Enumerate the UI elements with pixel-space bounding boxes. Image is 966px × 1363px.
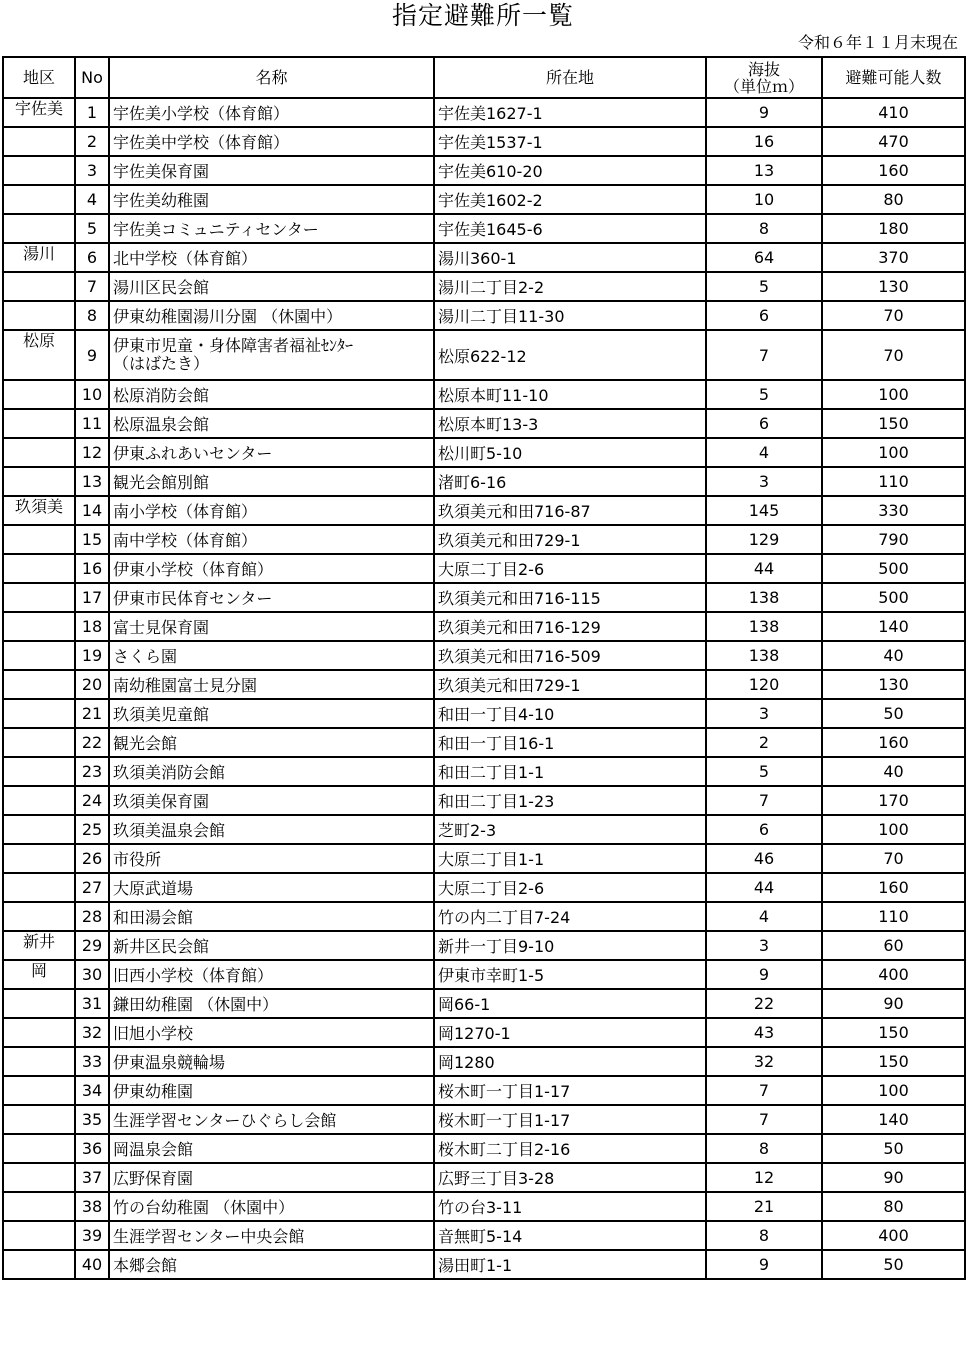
cell-area (3, 844, 75, 873)
cell-name: 松原温泉会館 (109, 409, 434, 438)
header-area: 地区 (3, 57, 75, 98)
cell-elevation: 4 (706, 902, 822, 931)
cell-name: 宇佐美幼稚園 (109, 185, 434, 214)
cell-address: 桜木町一丁目1-17 (434, 1105, 706, 1134)
header-elevation-line2: （単位ｍ） (723, 76, 804, 96)
table-row (3, 156, 965, 185)
cell-capacity: 70 (822, 301, 965, 330)
table-row (3, 873, 965, 902)
table-row (3, 380, 965, 409)
cell-address: 宇佐美610-20 (434, 156, 706, 185)
cell-elevation: 138 (706, 641, 822, 670)
cell-address: 和田二丁目1-23 (434, 786, 706, 815)
cell-address: 新井一丁目9-10 (434, 931, 706, 960)
cell-capacity: 80 (822, 1192, 965, 1221)
cell-elevation: 44 (706, 554, 822, 583)
cell-elevation: 13 (706, 156, 822, 185)
cell-elevation: 32 (706, 1047, 822, 1076)
cell-elevation: 22 (706, 989, 822, 1018)
cell-address: 桜木町一丁目1-17 (434, 1076, 706, 1105)
cell-elevation: 3 (706, 699, 822, 728)
cell-name: 和田湯会館 (109, 902, 434, 931)
cell-area (3, 525, 75, 554)
cell-area (3, 1018, 75, 1047)
cell-capacity: 80 (822, 185, 965, 214)
cell-name: 竹の台幼稚園 （休園中） (109, 1192, 434, 1221)
cell-address: 宇佐美1645-6 (434, 214, 706, 243)
table-row (3, 496, 965, 525)
cell-capacity: 130 (822, 670, 965, 699)
cell-no: 29 (75, 931, 109, 960)
cell-area (3, 641, 75, 670)
cell-no: 17 (75, 583, 109, 612)
cell-address: 松川町5-10 (434, 438, 706, 467)
cell-address: 竹の内二丁目7-24 (434, 902, 706, 931)
cell-area (3, 554, 75, 583)
cell-capacity: 400 (822, 1221, 965, 1250)
cell-area (3, 1105, 75, 1134)
cell-address: 松原622-12 (434, 330, 706, 380)
cell-address: 玖須美元和田729-1 (434, 525, 706, 554)
cell-address: 玖須美元和田716-129 (434, 612, 706, 641)
cell-address: 松原本町11-10 (434, 380, 706, 409)
cell-capacity: 100 (822, 815, 965, 844)
cell-elevation: 6 (706, 815, 822, 844)
cell-name: 南中学校（体育館） (109, 525, 434, 554)
cell-capacity: 500 (822, 554, 965, 583)
cell-no: 39 (75, 1221, 109, 1250)
cell-name: 新井区民会館 (109, 931, 434, 960)
cell-elevation: 120 (706, 670, 822, 699)
cell-elevation: 6 (706, 301, 822, 330)
cell-no: 31 (75, 989, 109, 1018)
cell-no: 22 (75, 728, 109, 757)
cell-name: 生涯学習センターひぐらし会館 (109, 1105, 434, 1134)
cell-area (3, 1134, 75, 1163)
cell-area (3, 214, 75, 243)
cell-no: 18 (75, 612, 109, 641)
cell-name: 伊東温泉競輪場 (109, 1047, 434, 1076)
table-row (3, 670, 965, 699)
cell-elevation: 145 (706, 496, 822, 525)
cell-area (3, 670, 75, 699)
cell-no: 2 (75, 127, 109, 156)
table-row (3, 301, 965, 330)
cell-elevation: 138 (706, 583, 822, 612)
cell-elevation: 7 (706, 786, 822, 815)
cell-elevation: 5 (706, 380, 822, 409)
table-header-row (3, 57, 965, 98)
header-elevation-line1: 海抜 (747, 59, 780, 79)
table-row (3, 1076, 965, 1105)
cell-capacity: 400 (822, 960, 965, 989)
cell-address: 玖須美元和田716-87 (434, 496, 706, 525)
table-row (3, 786, 965, 815)
cell-elevation: 64 (706, 243, 822, 272)
cell-no: 3 (75, 156, 109, 185)
cell-address: 大原二丁目2-6 (434, 873, 706, 902)
cell-address: 芝町2-3 (434, 815, 706, 844)
cell-name (109, 330, 434, 380)
cell-area (3, 1250, 75, 1279)
cell-address: 湯川360-1 (434, 243, 706, 272)
cell-no: 30 (75, 960, 109, 989)
cell-name: 玖須美温泉会館 (109, 815, 434, 844)
cell-address: 玖須美元和田716-509 (434, 641, 706, 670)
cell-elevation: 7 (706, 330, 822, 380)
cell-area: 宇佐美 (3, 98, 75, 127)
cell-elevation: 21 (706, 1192, 822, 1221)
cell-area: 新井 (3, 931, 75, 960)
cell-address: 宇佐美1627-1 (434, 98, 706, 127)
cell-area (3, 612, 75, 641)
cell-name: 湯川区民会館 (109, 272, 434, 301)
cell-no: 6 (75, 243, 109, 272)
cell-name: 玖須美児童館 (109, 699, 434, 728)
cell-capacity: 100 (822, 1076, 965, 1105)
cell-area (3, 467, 75, 496)
table-row (3, 931, 965, 960)
table-row (3, 1163, 965, 1192)
cell-area (3, 902, 75, 931)
table-row (3, 583, 965, 612)
cell-no: 38 (75, 1192, 109, 1221)
cell-capacity: 70 (822, 330, 965, 380)
cell-area (3, 1076, 75, 1105)
table-row (3, 330, 965, 380)
table-row (3, 525, 965, 554)
table-row (3, 409, 965, 438)
table-row (3, 1250, 965, 1279)
cell-elevation: 10 (706, 185, 822, 214)
cell-capacity: 100 (822, 438, 965, 467)
header-address: 所在地 (434, 57, 706, 98)
table-body (3, 98, 965, 1279)
cell-capacity: 110 (822, 902, 965, 931)
cell-capacity: 170 (822, 786, 965, 815)
cell-address: 岡1280 (434, 1047, 706, 1076)
cell-name: 宇佐美中学校（体育館） (109, 127, 434, 156)
cell-elevation: 9 (706, 98, 822, 127)
cell-address: 和田一丁目4-10 (434, 699, 706, 728)
cell-elevation: 6 (706, 409, 822, 438)
cell-area (3, 438, 75, 467)
cell-no: 23 (75, 757, 109, 786)
cell-elevation: 3 (706, 467, 822, 496)
cell-address: 桜木町二丁目2-16 (434, 1134, 706, 1163)
table-row (3, 1018, 965, 1047)
cell-capacity: 150 (822, 1018, 965, 1047)
cell-name: 宇佐美コミュニティセンター (109, 214, 434, 243)
table-row (3, 185, 965, 214)
cell-no: 37 (75, 1163, 109, 1192)
table-row (3, 960, 965, 989)
cell-area (3, 728, 75, 757)
cell-area (3, 873, 75, 902)
cell-no: 1 (75, 98, 109, 127)
cell-elevation: 5 (706, 272, 822, 301)
cell-elevation: 7 (706, 1105, 822, 1134)
cell-elevation: 43 (706, 1018, 822, 1047)
cell-area (3, 127, 75, 156)
cell-elevation: 8 (706, 1221, 822, 1250)
cell-area (3, 757, 75, 786)
cell-capacity: 110 (822, 467, 965, 496)
cell-name: 岡温泉会館 (109, 1134, 434, 1163)
table-row (3, 1105, 965, 1134)
cell-capacity: 330 (822, 496, 965, 525)
table-row (3, 1192, 965, 1221)
cell-capacity: 790 (822, 525, 965, 554)
cell-area (3, 185, 75, 214)
cell-address: 湯田町1-1 (434, 1250, 706, 1279)
cell-name: 観光会館別館 (109, 467, 434, 496)
cell-address: 宇佐美1537-1 (434, 127, 706, 156)
cell-no: 9 (75, 330, 109, 380)
cell-name: 玖須美消防会館 (109, 757, 434, 786)
table-row (3, 272, 965, 301)
cell-name: さくら園 (109, 641, 434, 670)
cell-capacity: 130 (822, 272, 965, 301)
cell-name: 鎌田幼稚園 （休園中） (109, 989, 434, 1018)
cell-elevation: 129 (706, 525, 822, 554)
cell-address: 大原二丁目2-6 (434, 554, 706, 583)
cell-no: 7 (75, 272, 109, 301)
cell-elevation: 12 (706, 1163, 822, 1192)
cell-name: 伊東小学校（体育館） (109, 554, 434, 583)
cell-capacity: 40 (822, 757, 965, 786)
cell-capacity: 370 (822, 243, 965, 272)
cell-no: 34 (75, 1076, 109, 1105)
cell-name: 広野保育園 (109, 1163, 434, 1192)
cell-no: 27 (75, 873, 109, 902)
cell-address: 玖須美元和田716-115 (434, 583, 706, 612)
cell-name: 観光会館 (109, 728, 434, 757)
cell-name: 大原武道場 (109, 873, 434, 902)
cell-name: 旧西小学校（体育館） (109, 960, 434, 989)
table-row (3, 699, 965, 728)
shelter-table (2, 56, 966, 1280)
cell-capacity: 50 (822, 1134, 965, 1163)
table-row (3, 728, 965, 757)
table-row (3, 1047, 965, 1076)
cell-address: 玖須美元和田729-1 (434, 670, 706, 699)
table-row (3, 989, 965, 1018)
cell-name: 北中学校（体育館） (109, 243, 434, 272)
cell-area: 玖須美 (3, 496, 75, 525)
cell-no: 10 (75, 380, 109, 409)
cell-elevation: 3 (706, 931, 822, 960)
cell-area (3, 989, 75, 1018)
header-no: No (75, 57, 109, 98)
cell-no: 16 (75, 554, 109, 583)
cell-capacity: 470 (822, 127, 965, 156)
cell-address: 和田一丁目16-1 (434, 728, 706, 757)
cell-no: 12 (75, 438, 109, 467)
cell-name: 松原消防会館 (109, 380, 434, 409)
header-elevation (706, 57, 822, 98)
cell-area (3, 1192, 75, 1221)
cell-no: 11 (75, 409, 109, 438)
cell-address: 宇佐美1602-2 (434, 185, 706, 214)
cell-no: 28 (75, 902, 109, 931)
cell-address: 大原二丁目1-1 (434, 844, 706, 873)
cell-name: 伊東幼稚園湯川分園 （休園中） (109, 301, 434, 330)
cell-elevation: 46 (706, 844, 822, 873)
table-row (3, 757, 965, 786)
cell-address: 湯川二丁目11-30 (434, 301, 706, 330)
cell-name: 南幼稚園富士見分園 (109, 670, 434, 699)
cell-name: 旧旭小学校 (109, 1018, 434, 1047)
cell-name-line1: 伊東市児童・身体障害者福祉ｾﾝﾀｰ (113, 336, 354, 355)
cell-address: 竹の台3-11 (434, 1192, 706, 1221)
cell-capacity: 160 (822, 156, 965, 185)
cell-elevation: 2 (706, 728, 822, 757)
cell-capacity: 90 (822, 989, 965, 1018)
cell-address: 岡1270-1 (434, 1018, 706, 1047)
cell-no: 13 (75, 467, 109, 496)
cell-no: 8 (75, 301, 109, 330)
cell-name: 本郷会館 (109, 1250, 434, 1279)
cell-area: 湯川 (3, 243, 75, 272)
cell-elevation: 44 (706, 873, 822, 902)
cell-capacity: 180 (822, 214, 965, 243)
header-capacity: 避難可能人数 (822, 57, 965, 98)
table-row (3, 243, 965, 272)
cell-elevation: 9 (706, 960, 822, 989)
cell-no: 26 (75, 844, 109, 873)
as-of-date: 令和６年１１月末現在 (797, 33, 958, 52)
cell-area (3, 409, 75, 438)
cell-capacity: 40 (822, 641, 965, 670)
cell-elevation: 138 (706, 612, 822, 641)
cell-area: 松原 (3, 330, 75, 380)
cell-no: 19 (75, 641, 109, 670)
cell-name: 伊東幼稚園 (109, 1076, 434, 1105)
cell-no: 32 (75, 1018, 109, 1047)
cell-no: 40 (75, 1250, 109, 1279)
cell-capacity: 410 (822, 98, 965, 127)
cell-no: 21 (75, 699, 109, 728)
cell-capacity: 160 (822, 728, 965, 757)
table-row (3, 127, 965, 156)
cell-address: 松原本町13-3 (434, 409, 706, 438)
cell-no: 4 (75, 185, 109, 214)
cell-no: 20 (75, 670, 109, 699)
cell-area (3, 583, 75, 612)
cell-capacity: 50 (822, 1250, 965, 1279)
cell-elevation: 8 (706, 214, 822, 243)
cell-elevation: 7 (706, 1076, 822, 1105)
cell-capacity: 50 (822, 699, 965, 728)
cell-no: 5 (75, 214, 109, 243)
cell-no: 33 (75, 1047, 109, 1076)
cell-no: 36 (75, 1134, 109, 1163)
table-row (3, 1134, 965, 1163)
cell-name: 富士見保育園 (109, 612, 434, 641)
cell-name: 生涯学習センター中央会館 (109, 1221, 434, 1250)
cell-no: 24 (75, 786, 109, 815)
cell-no: 14 (75, 496, 109, 525)
header-name: 名称 (109, 57, 434, 98)
table-row (3, 98, 965, 127)
cell-area (3, 786, 75, 815)
cell-capacity: 160 (822, 873, 965, 902)
cell-no: 25 (75, 815, 109, 844)
table-row (3, 641, 965, 670)
cell-area (3, 1047, 75, 1076)
cell-capacity: 60 (822, 931, 965, 960)
cell-capacity: 150 (822, 1047, 965, 1076)
table-row (3, 902, 965, 931)
cell-address: 和田二丁目1-1 (434, 757, 706, 786)
table-row (3, 1221, 965, 1250)
cell-name-line2: （はばたき） (113, 354, 210, 373)
cell-area (3, 1163, 75, 1192)
cell-name: 伊東市民体育センター (109, 583, 434, 612)
cell-capacity: 140 (822, 612, 965, 641)
table-row (3, 815, 965, 844)
cell-address: 広野三丁目3-28 (434, 1163, 706, 1192)
cell-capacity: 70 (822, 844, 965, 873)
cell-area (3, 156, 75, 185)
cell-name: 宇佐美保育園 (109, 156, 434, 185)
table-row (3, 844, 965, 873)
table-row (3, 612, 965, 641)
cell-area (3, 815, 75, 844)
cell-address: 岡66-1 (434, 989, 706, 1018)
cell-capacity: 100 (822, 380, 965, 409)
cell-name: 南小学校（体育館） (109, 496, 434, 525)
cell-name: 市役所 (109, 844, 434, 873)
cell-capacity: 140 (822, 1105, 965, 1134)
page-title: 指定避難所一覧 (391, 1, 574, 30)
cell-address: 伊東市幸町1-5 (434, 960, 706, 989)
table-row (3, 467, 965, 496)
cell-elevation: 4 (706, 438, 822, 467)
cell-address: 音無町5-14 (434, 1221, 706, 1250)
cell-area (3, 380, 75, 409)
cell-area: 岡 (3, 960, 75, 989)
cell-capacity: 90 (822, 1163, 965, 1192)
cell-elevation: 5 (706, 757, 822, 786)
cell-no: 35 (75, 1105, 109, 1134)
cell-capacity: 150 (822, 409, 965, 438)
cell-area (3, 699, 75, 728)
table-row (3, 438, 965, 467)
cell-elevation: 9 (706, 1250, 822, 1279)
cell-name: 伊東ふれあいセンター (109, 438, 434, 467)
cell-address: 渚町6-16 (434, 467, 706, 496)
table-row (3, 554, 965, 583)
cell-no: 15 (75, 525, 109, 554)
cell-capacity: 500 (822, 583, 965, 612)
cell-elevation: 8 (706, 1134, 822, 1163)
cell-address: 湯川二丁目2-2 (434, 272, 706, 301)
cell-area (3, 1221, 75, 1250)
cell-name: 玖須美保育園 (109, 786, 434, 815)
cell-area (3, 301, 75, 330)
table-row (3, 214, 965, 243)
cell-elevation: 16 (706, 127, 822, 156)
cell-area (3, 272, 75, 301)
cell-name: 宇佐美小学校（体育館） (109, 98, 434, 127)
